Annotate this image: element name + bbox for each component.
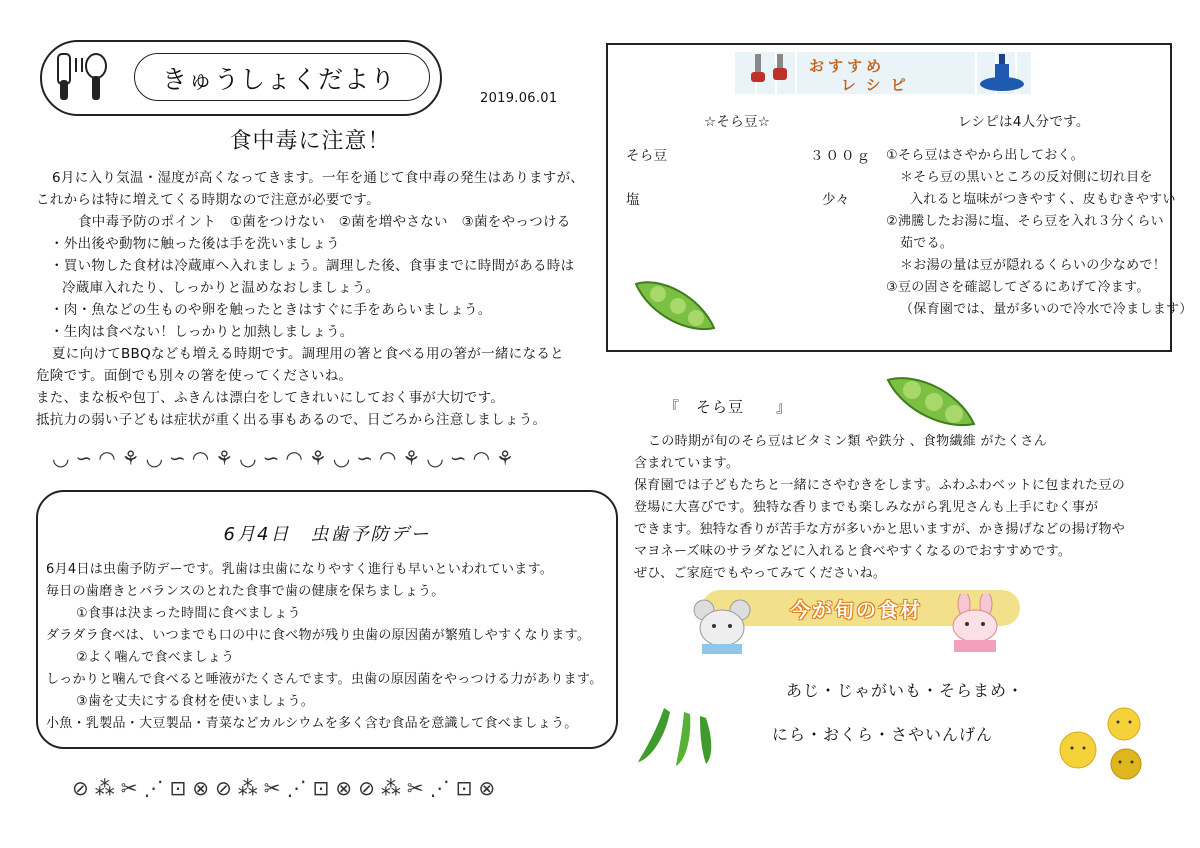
recipe-page-curl bbox=[1140, 316, 1168, 344]
text-line: 食中毒予防のポイント ①菌をつけない ②菌を増やさない ③菌をやっつける bbox=[78, 214, 571, 230]
dental-day-heading: 6月4日 虫歯予防デー bbox=[223, 524, 431, 545]
text-line: 抵抗力の弱い子どもは症状が重く出る事もあるので、日ごろから注意しましょう。 bbox=[36, 412, 547, 428]
text-line: 保育園では子どもたちと一緒にさやむきをします。ふわふわベットに包まれた豆の bbox=[634, 478, 1126, 493]
text-line: 小魚・乳製品・大豆製品・青菜などカルシウムを多く含む食品を意識して食べましょう。 bbox=[46, 716, 578, 731]
text-line: ・生肉は食べない！しっかりと加熱しましょう。 bbox=[50, 324, 354, 340]
text-line: ぜひ、ご家庭でもやってみてくださいね。 bbox=[634, 566, 887, 581]
recipe-step: ②沸騰したお湯に塩、そら豆を入れ３分くらい bbox=[886, 214, 1164, 229]
ingredient-name: 塩 bbox=[626, 192, 640, 208]
fork-spoon-icon bbox=[52, 52, 132, 108]
utensils-decoration: ⊘⁂✂⋰⊡⊗⊘⁂✂⋰⊡⊗⊘⁂✂⋰⊡⊗ bbox=[72, 776, 502, 800]
text-line: マヨネーズ味のサラダなどに入れると食べやすくなるのでおすすめです。 bbox=[634, 544, 1072, 559]
recipe-step: ＊お湯の量は豆が隠れるくらいの少なめで！ bbox=[900, 258, 1167, 273]
text-line: しっかりと噛んで食べると唾液がたくさんでます。虫歯の原因菌をやっつける力があります。 bbox=[46, 672, 603, 687]
pot-lid-icon bbox=[977, 54, 1027, 96]
bean-pod-icon bbox=[630, 276, 720, 340]
text-line: 毎日の歯磨きとバランスのとれた食事で歯の健康を保ちましょう。 bbox=[46, 584, 445, 599]
text-line: 登場に大喜びです。独特な香りまでも楽しみながら乳児さんも上手にむく事が bbox=[634, 500, 1099, 515]
potato-icon bbox=[1056, 706, 1156, 784]
food-poisoning-heading: 食中毒に注意！ bbox=[229, 129, 391, 154]
text-line: できます。独特な香りが苦手な方が多いかと思いますが、かき揚げなどの揚げ物や bbox=[634, 522, 1126, 537]
okra-icon bbox=[634, 702, 718, 772]
text-line: この時期が旬のそら豆はビタミン類 や鉄分 、食物繊維 がたくさん bbox=[648, 434, 1047, 449]
newsletter-title: きゅうしょくだより bbox=[162, 65, 397, 94]
rabbit-character-icon bbox=[940, 594, 1010, 656]
recipe-servings: レシピは4人分です。 bbox=[958, 114, 1090, 130]
text-line: ダラダラ食べは、いつまでも口の中に食べ物が残り虫歯の原因菌が繁殖しやすくなります。 bbox=[46, 628, 591, 643]
issue-date: 2019.06.01 bbox=[480, 91, 558, 106]
text-line: これからは特に増えてくる時期なので注意が必要です。 bbox=[36, 192, 380, 208]
recipe-step: ③豆の固さを確認してざるにあげて冷ます。 bbox=[886, 280, 1150, 295]
recipe-step: （保育園では、量が多いので冷水で冷まします） bbox=[900, 302, 1193, 317]
text-line: 6月に入り気温・湿度が高くなってきます。一年を通じて食中毒の発生はありますが、 bbox=[52, 170, 585, 186]
seasonal-list-line2: にら・おくら・さやいんげん bbox=[772, 725, 994, 744]
text-line: ・肉・魚などの生ものや卵を触ったときはすぐに手をあらいましょう。 bbox=[50, 302, 492, 318]
text-line: ③歯を丈夫にする食材を使いましょう。 bbox=[76, 694, 315, 709]
text-line: 6月4日は虫歯予防デーです。乳歯は虫歯になりやすく進行も早いといわれています。 bbox=[46, 562, 554, 577]
seasonal-banner-text: 今が旬の食材 bbox=[790, 598, 922, 622]
text-line: 含まれています。 bbox=[634, 456, 740, 471]
text-line: また、まな板や包丁、ふきんは漂白をしてきれいにしておく事が大切です。 bbox=[36, 390, 505, 406]
newsletter-title-frame bbox=[40, 40, 442, 116]
recipe-step: ＊そら豆の黒いところの反対側に切れ目を bbox=[900, 170, 1153, 185]
ingredient-amount: 少々 bbox=[822, 192, 850, 208]
text-line: 危険です。面倒でも別々の箸を使ってくださいね。 bbox=[36, 368, 353, 384]
ingredient-amount: ３００ｇ bbox=[810, 148, 872, 164]
seasonal-list-line1: あじ・じゃがいも・そらまめ・ bbox=[786, 681, 1025, 700]
recipe-dish-name: ☆そら豆☆ bbox=[704, 114, 771, 130]
recipe-banner bbox=[735, 52, 1031, 94]
text-line: ・買い物した食材は冷蔵庫へ入れましょう。調理した後、食事までに時間がある時は bbox=[50, 258, 575, 274]
mouse-character-icon bbox=[690, 598, 754, 658]
recipe-step: ①そら豆はさやから出しておく。 bbox=[886, 148, 1084, 163]
recipe-banner-line2: レシピ bbox=[841, 76, 916, 94]
soramame-heading: 『 そら豆 』 bbox=[664, 398, 793, 416]
bean-pod-icon bbox=[884, 370, 980, 434]
text-line: 冷蔵庫入れたり、しっかりと温めなおしましょう。 bbox=[62, 280, 380, 296]
recipe-step: 茹でる。 bbox=[900, 236, 954, 251]
text-line: ②よく噛んで食べましょう bbox=[76, 650, 235, 665]
ingredient-name: そら豆 bbox=[626, 148, 668, 164]
dishes-decoration: ◡∽◠⚘◡∽◠⚘◡∽◠⚘◡∽◠⚘◡∽◠⚘ bbox=[52, 446, 520, 470]
text-line: 夏に向けてBBQなども増える時期です。調理用の箸と食べる用の箸が一緒になると bbox=[52, 346, 564, 362]
text-line: ・外出後や動物に触った後は手を洗いましょう bbox=[50, 236, 340, 252]
ladle-icon bbox=[749, 54, 793, 94]
text-line: ①食事は決まった時間に食べましょう bbox=[76, 606, 301, 621]
recipe-step: 入れると塩味がつきやすく、皮もむきやすい bbox=[910, 192, 1176, 207]
recipe-banner-line1: おすすめ bbox=[809, 57, 886, 75]
